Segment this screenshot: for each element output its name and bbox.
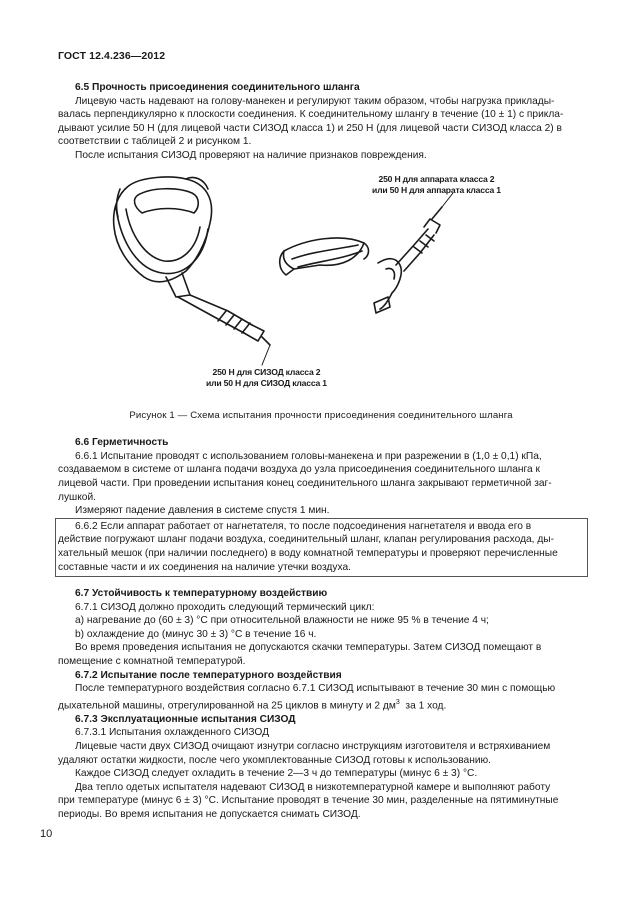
- connecting-hose-left: [178, 295, 252, 333]
- page-body: [58, 81, 584, 822]
- frame-strap: [364, 243, 369, 259]
- list-item: b) охлаждение до (минус 30 ± 3) °С в течение 16 ч.: [75, 628, 317, 640]
- paragraph-line: Измеряют падение давления в системе спустя 1 мин.: [75, 505, 330, 517]
- paragraph-line: Каждое СИЗОД следует охладить в течение 2—3 ч до температуры (минус 6 ± 3) °С.: [75, 768, 478, 780]
- section-heading-6-7-3: 6.7.3 Эксплуатационные испытания СИЗОД: [75, 713, 296, 725]
- paragraph-line: создаваемом в системе от шланга подачи воздуха до узла присоединения соединительного шланга к: [58, 464, 540, 476]
- paragraph-line: при температуре (минус 6 ± 3) °С. Испытание проводят в течение 30 мин, разделенные на пятиминутные: [58, 795, 559, 807]
- paragraph-line: дывают усилие 50 Н (для лицевой части СИЗОД класса 1) и 250 Н (для лицевой части СИЗОД класса 2) в: [58, 122, 562, 134]
- superscript: 3: [395, 698, 400, 706]
- facepiece-cheek: [117, 189, 120, 217]
- pull-arrow-right: [432, 207, 442, 219]
- page-number: 10: [40, 828, 53, 840]
- paragraph-line: помещение с комнатной температурой.: [58, 656, 246, 668]
- paragraph-line: соответствии с таблицей 2 и рисунком 1.: [58, 136, 252, 148]
- boxed-paragraph-6-6-2: [55, 518, 588, 577]
- paragraph-line: 6.7.1 СИЗОД должно проходить следующий термический цикл:: [75, 601, 375, 613]
- facepiece-frame-inner: [126, 209, 200, 261]
- connecting-hose-right: [396, 229, 434, 271]
- paragraph-line: действие погружают шланг подачи воздуха, соединительный шланг, клапан регулирования расхода, ды-: [58, 534, 554, 546]
- paragraph-line: составные части и их соединения на наличие утечки воздуха.: [58, 561, 351, 573]
- force-label-right: 250 Н для аппарата класса 2 или 50 Н для аппарата класса 1: [372, 173, 501, 195]
- paragraph-line: После испытания СИЗОД проверяют на наличие признаков повреждения.: [75, 149, 427, 161]
- paragraph-line: Лицевые части двух СИЗОД очищают изнутри согласно инструкциям изготовителя и встряхиванием: [75, 741, 551, 753]
- paragraph-line: Лицевую часть надевают на голову-манекен и регулируют таким образом, чтобы нагрузка приклады-: [75, 95, 555, 107]
- frame-inner-1: [292, 245, 358, 259]
- subsection-title: 6.7.3.1 Испытания охлажденного СИЗОД: [75, 727, 270, 739]
- connector-inner: [386, 268, 395, 279]
- force-label-bottom: 250 Н для СИЗОД класса 2 или 50 Н для СИЗОД класса 1: [206, 366, 327, 388]
- section-heading-6-6: 6.6 Герметичность: [75, 437, 169, 449]
- figure-caption: Рисунок 1 — Схема испытания прочности присоединения соединительного шланга: [129, 409, 513, 421]
- paragraph-line: Во время проведения испытания не допускаются скачки температуры. Затем СИЗОД помещают в: [75, 642, 542, 654]
- frame-outline: [283, 238, 364, 269]
- section-heading-6-7-2: 6.7.2 Испытание после температурного воздействия: [75, 669, 342, 681]
- facepiece-visor: [135, 188, 199, 212]
- paragraph-line: периоды. Во время испытания не допускается снимать СИЗОД.: [58, 808, 361, 820]
- facepiece-outline: [114, 177, 212, 282]
- paragraph-line: После температурного воздействия согласно 6.7.1 СИЗОД испытывают в течение 30 мин с помощью: [75, 683, 556, 695]
- paragraph-line: 6.6.1 Испытание проводят с использованием головы-манекена и при разрежении в (1,0 ± 0,1) кПа,: [75, 450, 542, 462]
- leader-bottom: [262, 345, 270, 365]
- paragraph-line: хательный мешок (при наличии последнего) в воду комнатной температуры и проверяют перечисленные: [58, 547, 558, 559]
- document-header: ГОСТ 12.4.236—2012: [58, 50, 166, 62]
- paragraph-line: Два тепло одетых испытателя надевают СИЗОД в низкотемпературной камере и выполняют работу: [75, 781, 551, 793]
- paragraph-line: дыхательной машины, отрегулированной на 25 циклов в минуту и 2 $дм^3$ за 1 ход.: [58, 698, 447, 712]
- paragraph-line: удаляют остатки жидкости, после чего укомплектованные СИЗОД готовы к использованию.: [58, 754, 492, 766]
- paragraph-line: лушкой.: [58, 491, 96, 503]
- figure-1: [58, 173, 584, 405]
- section-heading-6-5: 6.5 Прочность присоединения соединительного шланга: [75, 82, 360, 93]
- list-item: a) нагревание до (60 ± 3) °С при относительной влажности не ниже 95 % в течение 4 ч;: [75, 615, 489, 627]
- pull-arrow-left: [262, 337, 270, 345]
- section-heading-6-7: 6.7 Устойчивость к температурному воздействию: [75, 588, 328, 600]
- paragraph-line: лицевой части. При проведении испытания конец соединительного шланга закрывают герметичной заг-: [58, 477, 552, 489]
- paragraph-line: валась перпендикулярно к плоскости соединения. К соединительному шлангу в течение (10 ± 1) с прикла-: [58, 109, 564, 121]
- paragraph-line: 6.6.2 Если аппарат работает от нагнетателя, то после подсоединения нагнетателя и ввода его в: [75, 520, 532, 532]
